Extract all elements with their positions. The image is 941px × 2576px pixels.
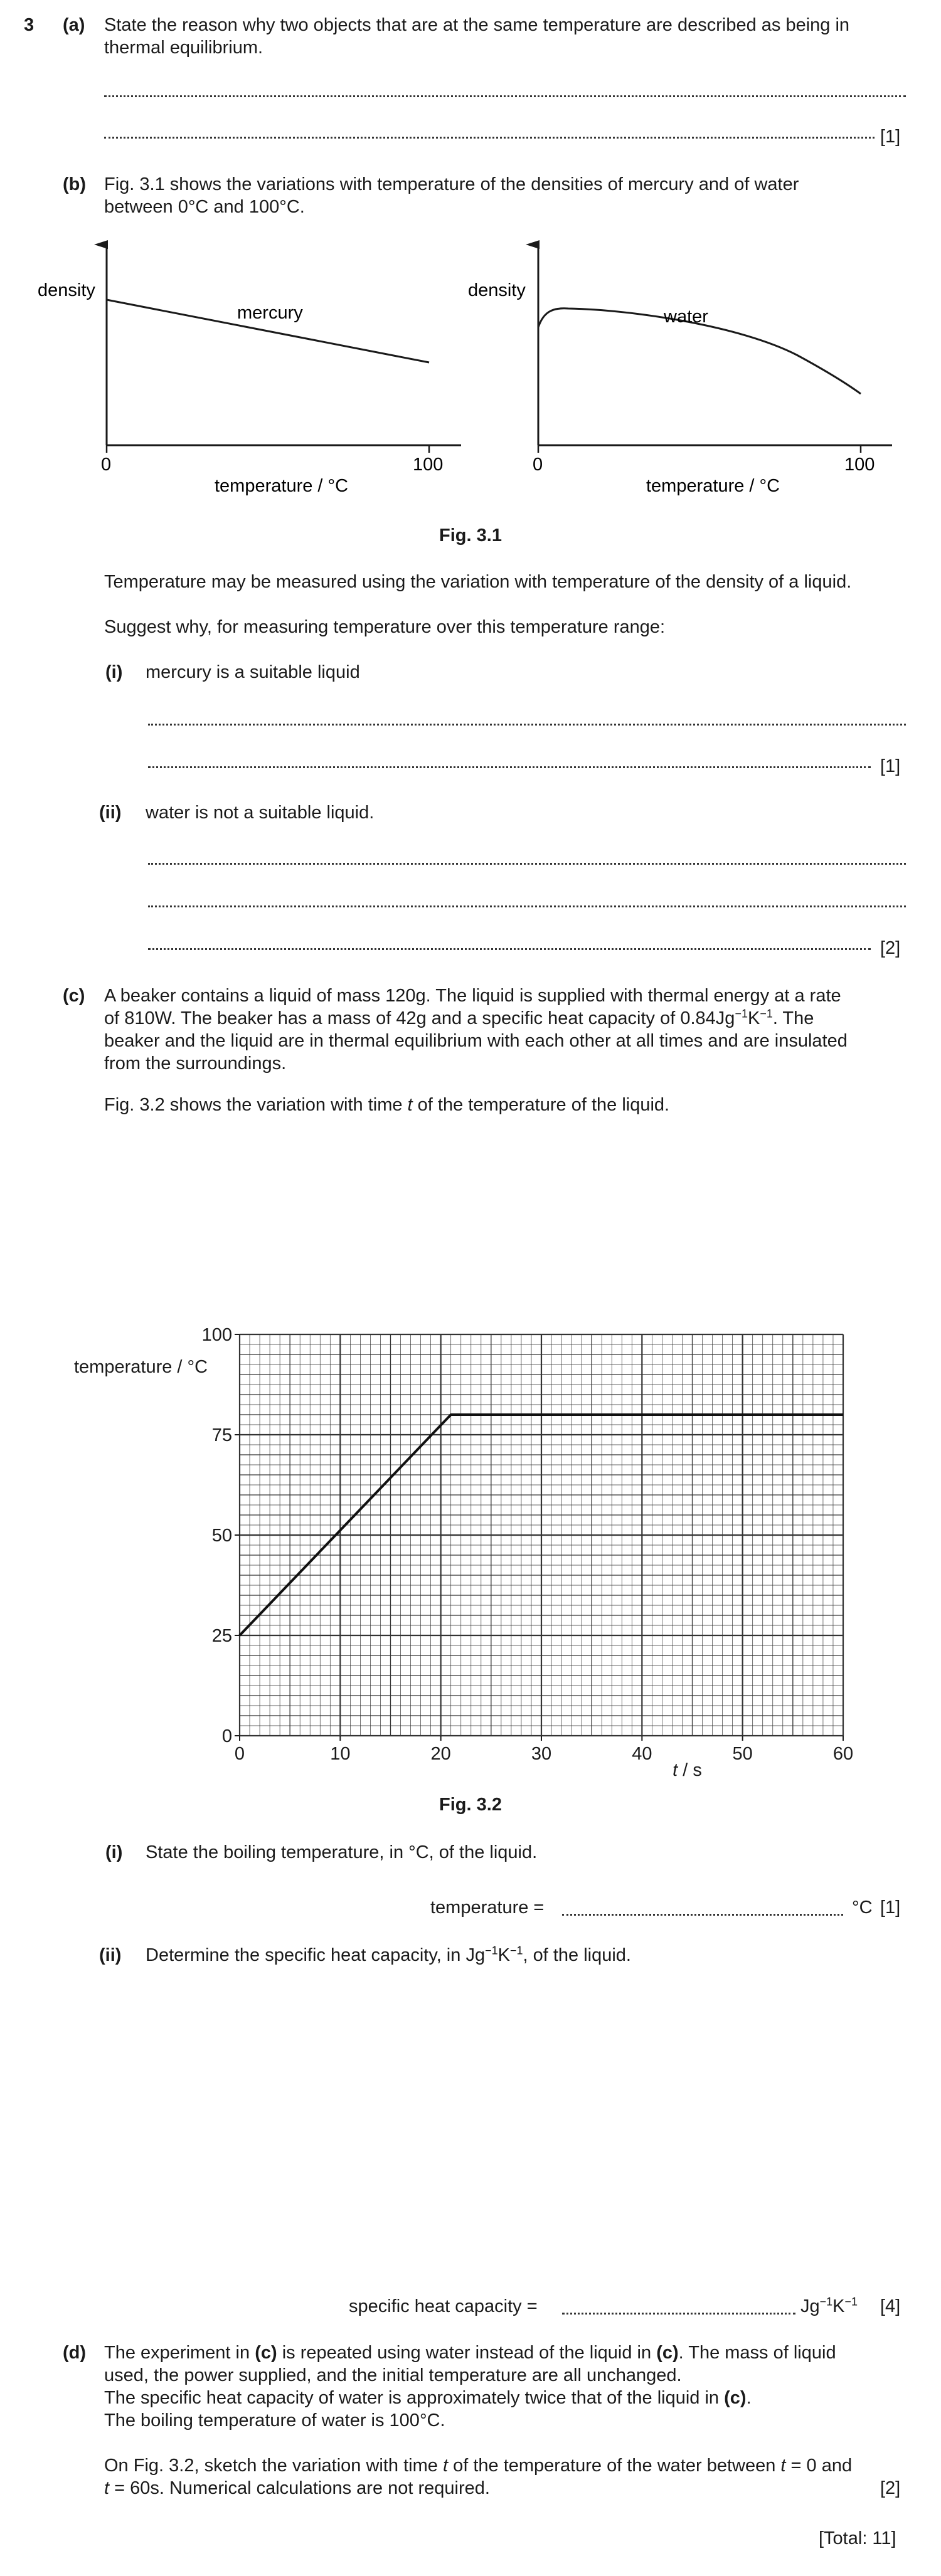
answer-line[interactable] <box>148 905 906 907</box>
part-c-line3: beaker and the liquid are in thermal equilibrium with each other at all times and are insulated <box>104 1031 848 1051</box>
water-tick-label-0: 0 <box>533 455 543 475</box>
part-b-intro-line2: between 0°C and 100°C. <box>104 197 305 217</box>
part-a-label: (a) <box>63 15 85 35</box>
part-c-label: (c) <box>63 986 85 1006</box>
part-c-i-text: State the boiling temperature, in °C, of the liquid. <box>146 1842 538 1862</box>
part-d-line1: The experiment in (c) is repeated using water instead of the liquid in (c). The mass of liquid <box>104 2343 836 2363</box>
marks-part-d: [2] <box>880 2478 901 2498</box>
part-b-i-label: (i) <box>105 662 123 682</box>
part-d-line2: used, the power supplied, and the initial temperature are all unchanged. <box>104 2365 682 2385</box>
marks-part-a: [1] <box>880 127 901 147</box>
water-xlabel: temperature / °C <box>646 476 780 496</box>
part-c-line2: of 810W. The beaker has a mass of 42g and a specific heat capacity of $0.84Jg^{-1}K^{-1}$. The <box>104 1007 814 1028</box>
answer-line[interactable] <box>148 724 906 726</box>
part-c-ii-text: Determine the specific heat capacity, in $Jg^{-1}K^{-1}$, of the liquid. <box>146 1944 631 1965</box>
mercury-ylabel: density <box>38 280 95 300</box>
part-c-paragraph <box>104 984 906 1075</box>
fig-3-2 <box>0 1304 941 1780</box>
part-a-text-line1: State the reason why two objects that are at the same temperature are described as being in <box>104 15 850 35</box>
part-b-i-text: mercury is a suitable liquid <box>146 662 360 682</box>
part-c-line1: A beaker contains a liquid of mass 120g. The liquid is supplied with thermal energy at a rate <box>104 986 841 1006</box>
y-tick-label: 100 <box>201 1325 232 1345</box>
part-b-label: (b) <box>63 174 87 194</box>
mercury-xlabel: temperature / °C <box>215 476 349 496</box>
part-b-intro-line1: Fig. 3.1 shows the variations with temperature of the densities of mercury and of water <box>104 174 799 194</box>
mercury-tick-label-0: 0 <box>101 455 112 475</box>
temperature-unit: °C <box>852 1898 873 1918</box>
part-b-suggest: Suggest why, for measuring temperature over this temperature range: <box>104 617 666 637</box>
part-d-line5: On Fig. 3.2, sketch the variation with time t of the temperature of the water between t = 0 and <box>104 2456 853 2476</box>
part-d-line4: The boiling temperature of water is 100°C. <box>104 2410 445 2431</box>
part-b-ii-text: water is not a suitable liquid. <box>146 803 375 823</box>
mercury-tick-label-100: 100 <box>413 455 444 475</box>
shc-answer-line[interactable] <box>562 2313 795 2315</box>
x-tick-label: 50 <box>732 1744 753 1764</box>
answer-line[interactable] <box>104 95 906 97</box>
x-tick-label: 60 <box>832 1744 854 1764</box>
part-c-fig-intro: Fig. 3.2 shows the variation with time t of the temperature of the liquid. <box>104 1095 670 1115</box>
x-tick-label: 0 <box>234 1744 245 1764</box>
part-b-ii-label: (ii) <box>99 803 122 823</box>
shc-answer-label: specific heat capacity = <box>349 2296 538 2316</box>
temperature-answer-line[interactable] <box>562 1914 843 1916</box>
water-ylabel: density <box>468 280 526 300</box>
marks-part-b-ii: [2] <box>880 938 901 958</box>
answer-line[interactable] <box>148 863 906 865</box>
temperature-answer-label: temperature = <box>430 1898 545 1918</box>
water-curve-label: water <box>664 307 708 327</box>
x-tick-label: 20 <box>430 1744 451 1764</box>
total-marks: [Total: 11] <box>819 2528 896 2548</box>
water-tick-label-100: 100 <box>844 455 875 475</box>
marks-part-c-i: [1] <box>880 1898 901 1918</box>
x-tick-label: 30 <box>531 1744 552 1764</box>
y-tick-label: 25 <box>211 1626 232 1646</box>
marks-part-c-ii: [4] <box>880 2296 901 2316</box>
x-tick-label: 10 <box>330 1744 351 1764</box>
y-tick-label: 50 <box>211 1526 232 1546</box>
question-number: 3 <box>24 15 35 35</box>
answer-line[interactable] <box>104 137 875 139</box>
part-b-statement: Temperature may be measured using the variation with temperature of the density of a liquid. <box>104 572 852 592</box>
fig-3-2-caption: Fig. 3.2 <box>439 1795 502 1815</box>
y-tick-label: 75 <box>211 1425 232 1445</box>
marks-part-b-i: [1] <box>880 756 901 776</box>
x-tick-label: 40 <box>632 1744 652 1764</box>
part-a-text-line2: thermal equilibrium. <box>104 38 263 58</box>
part-d-line6: t = 60s. Numerical calculations are not required. <box>104 2478 490 2498</box>
shc-unit: $Jg^{-1}K^{-1}$ <box>800 2295 858 2316</box>
answer-line[interactable] <box>148 948 871 950</box>
part-d-label: (d) <box>63 2343 87 2363</box>
part-d-line3: The specific heat capacity of water is approximately twice that of the liquid in (c). <box>104 2388 752 2408</box>
x-axis-label: t / s <box>673 1760 702 1780</box>
y-axis-label: temperature / °C <box>74 1357 208 1378</box>
part-c-i-label: (i) <box>105 1842 123 1862</box>
fig-3-1-caption: Fig. 3.1 <box>439 525 502 546</box>
y-tick-label: 0 <box>221 1726 232 1746</box>
mercury-curve-label: mercury <box>237 303 303 323</box>
answer-line[interactable] <box>148 766 871 768</box>
part-c-ii-label: (ii) <box>99 1945 122 1965</box>
part-c-line4: from the surroundings. <box>104 1053 287 1074</box>
fig-3-1 <box>0 232 941 495</box>
